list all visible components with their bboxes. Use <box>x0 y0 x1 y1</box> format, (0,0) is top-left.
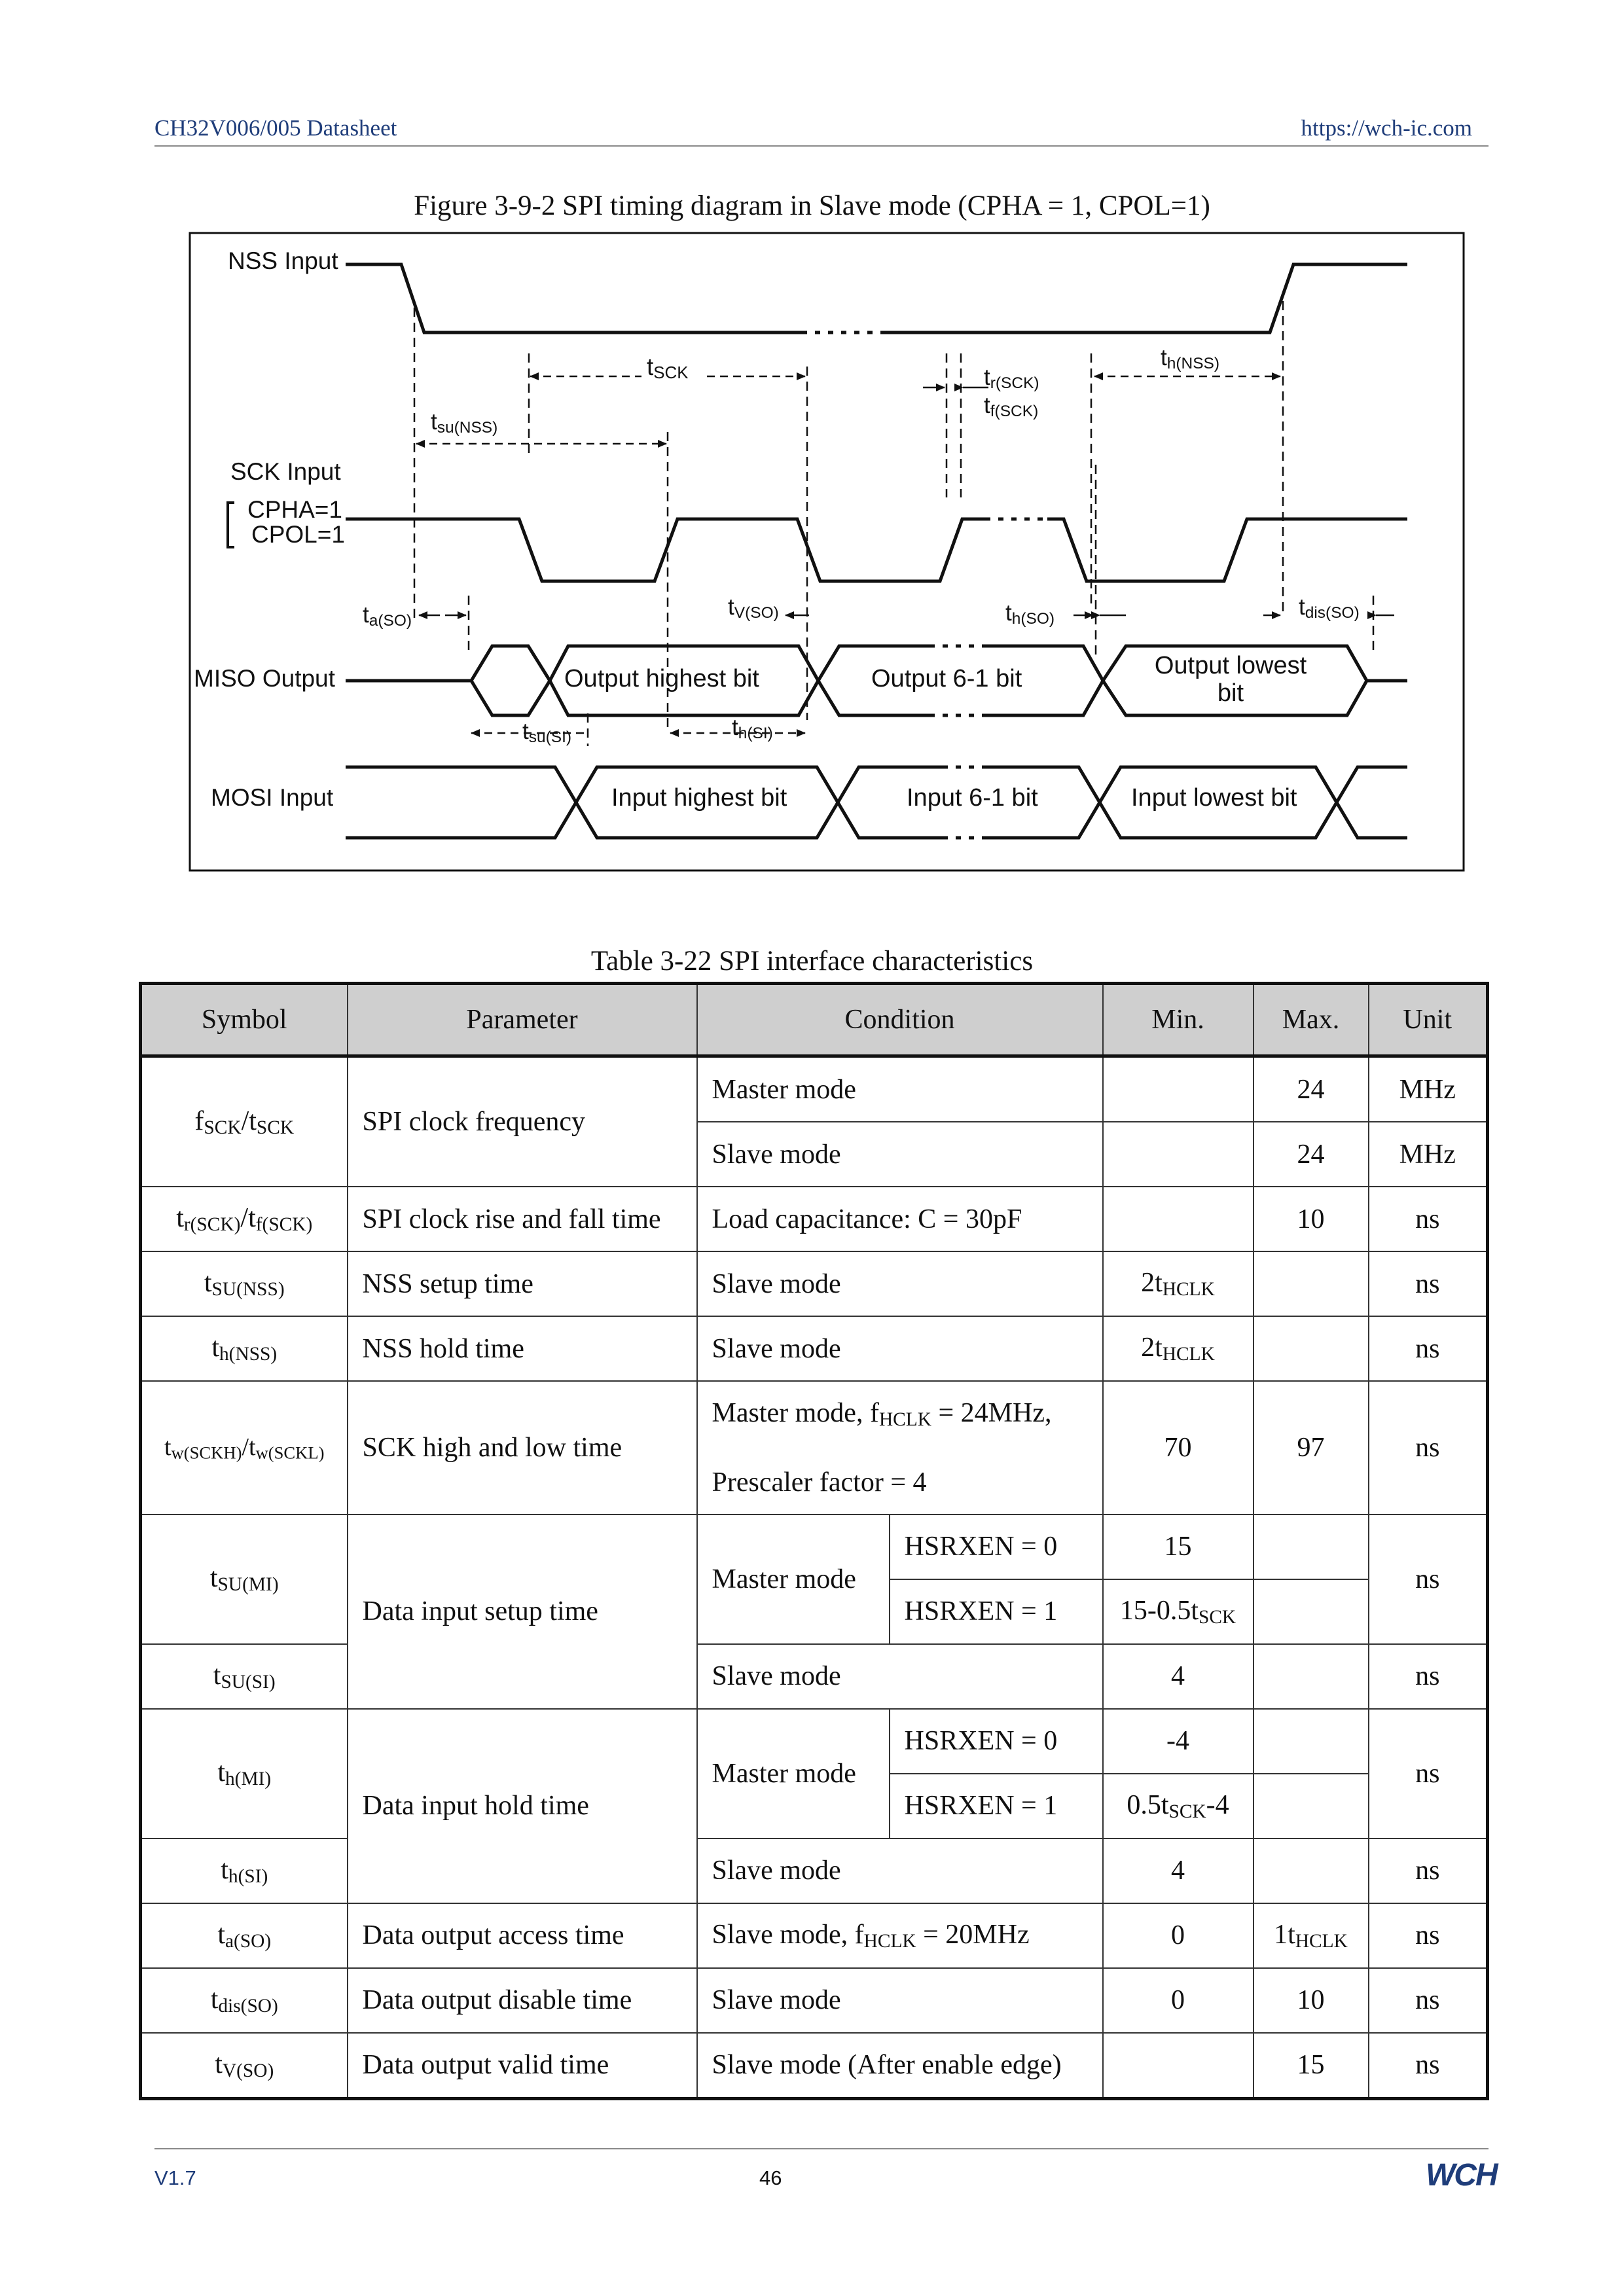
tsu-si-label: $t_{su(SI)}$ <box>522 719 572 746</box>
mosi-highest-bit: Input highest bit <box>611 784 787 812</box>
condition-cell: Slave mode (After enable edge) <box>697 2033 1103 2099</box>
tv-so-label: $t_{V(SO)}$ <box>728 594 779 622</box>
table-row <box>141 1968 1488 2033</box>
mosi-label: MOSI Input <box>211 784 334 811</box>
max-cell: 10 <box>1254 1968 1369 2033</box>
version-label: V1.7 <box>154 2166 196 2189</box>
parameter-cell: Data output valid time <box>348 2033 697 2099</box>
table-row <box>141 1709 1488 1774</box>
cpha-label: CPHA=1 <box>247 496 342 523</box>
max-cell <box>1254 1579 1369 1644</box>
table-row <box>141 1316 1488 1381</box>
min-cell <box>1103 1187 1254 1251</box>
miso-highest-bit: Output highest bit <box>564 665 759 692</box>
mosi-lowest-bit: Input lowest bit <box>1131 784 1297 812</box>
miso-middle-bits: Output 6-1 bit <box>871 665 1022 692</box>
condition-cell: Slave mode <box>697 1839 1103 1903</box>
nss-label: NSS Input <box>228 247 338 274</box>
min-cell <box>1103 2033 1254 2099</box>
wch-logo: WCH <box>1426 2158 1497 2193</box>
condition-cell: Master mode <box>697 1709 890 1839</box>
table-row <box>141 1251 1488 1316</box>
table-row <box>141 1903 1488 1968</box>
condition-cell: Slave mode, $f_{HCLK} = 20MHz$ <box>697 1903 1103 1968</box>
max-cell: 97 <box>1254 1381 1369 1515</box>
tsu-nss-label: $t_{su(NSS)}$ <box>431 409 498 437</box>
max-cell <box>1254 1251 1369 1316</box>
parameter-cell: NSS setup time <box>348 1251 697 1316</box>
parameter-cell: Data input hold time <box>348 1709 697 1903</box>
nss-waveform <box>346 264 802 332</box>
col-min: Min. <box>1103 984 1254 1056</box>
max-cell <box>1254 1774 1369 1839</box>
unit-cell: ns <box>1369 1316 1488 1381</box>
table-row <box>141 2033 1488 2099</box>
min-cell <box>1103 1122 1254 1187</box>
website-link[interactable]: https://wch-ic.com <box>1301 115 1472 141</box>
symbol-cell: $t_{r(SCK)}/t_{f(SCK)}$ <box>141 1187 348 1251</box>
symbol-cell: $t_{h(MI)}$ <box>141 1709 348 1839</box>
sck-waveform <box>346 519 985 581</box>
th-nss-label: $t_{h(NSS)}$ <box>1161 345 1220 372</box>
symbol-cell: $t_{w(SCKH)}/t_{w(SCKL)}$ <box>141 1381 348 1515</box>
max-cell <box>1254 1709 1369 1774</box>
symbol-cell: $t_{V(SO)}$ <box>141 2033 348 2099</box>
sub-condition-cell: HSRXEN = 0 <box>890 1515 1103 1579</box>
figure-caption: Figure 3-9-2 SPI timing diagram in Slave mode (CPHA = 1, CPOL=1) <box>414 190 1210 221</box>
max-cell: 24 <box>1254 1056 1369 1122</box>
symbol-cell: $t_{a(SO)}$ <box>141 1903 348 1968</box>
unit-cell: ns <box>1369 1839 1488 1903</box>
min-cell: 70 <box>1103 1381 1254 1515</box>
min-cell: 15 <box>1103 1515 1254 1579</box>
parameter-cell: SPI clock frequency <box>348 1056 697 1187</box>
max-cell: 15 <box>1254 2033 1369 2099</box>
min-cell: 4 <box>1103 1839 1254 1903</box>
table-caption: Table 3-22 SPI interface characteristics <box>590 946 1034 977</box>
condition-cell: Load capacitance: C = 30pF <box>697 1187 1103 1251</box>
max-cell <box>1254 1316 1369 1381</box>
tf-sck-label: $t_{f(SCK)}$ <box>984 393 1039 420</box>
miso-label: MISO Output <box>194 665 335 692</box>
parameter-cell: SCK high and low time <box>348 1381 697 1515</box>
max-cell: 24 <box>1254 1122 1369 1187</box>
doc-title: CH32V006/005 Datasheet <box>154 115 397 141</box>
condition-cell: Slave mode <box>697 1316 1103 1381</box>
min-cell: 0 <box>1103 1903 1254 1968</box>
parameter-cell: SPI clock rise and fall time <box>348 1187 697 1251</box>
page-number: 46 <box>759 2166 782 2189</box>
max-cell: $1t_{HCLK}$ <box>1254 1903 1369 1968</box>
table-row <box>141 1644 1488 1709</box>
symbol-cell: $t_{dis(SO)}$ <box>141 1968 348 2033</box>
unit-cell: ns <box>1369 1187 1488 1251</box>
min-cell: $2t_{HCLK}$ <box>1103 1251 1254 1316</box>
mosi-waveform <box>346 767 576 838</box>
symbol-cell: $t_{h(NSS)}$ <box>141 1316 348 1381</box>
unit-cell: ns <box>1369 1644 1488 1709</box>
th-si-label: $t_{h(SI)}$ <box>732 715 773 742</box>
condition-cell: Master mode <box>697 1056 1103 1122</box>
sub-condition-cell: HSRXEN = 0 <box>890 1709 1103 1774</box>
symbol-cell: $t_{h(SI)}$ <box>141 1839 348 1903</box>
unit-cell: ns <box>1369 1515 1488 1644</box>
col-unit: Unit <box>1369 984 1488 1056</box>
parameter-cell: Data output disable time <box>348 1968 697 2033</box>
table-row <box>141 1187 1488 1251</box>
th-so-label: $t_{h(SO)}$ <box>1005 600 1055 628</box>
cpol-label: CPOL=1 <box>251 521 345 548</box>
table-header-row <box>141 984 1488 1056</box>
unit-cell: MHz <box>1369 1056 1488 1122</box>
max-cell <box>1254 1839 1369 1903</box>
col-max: Max. <box>1254 984 1369 1056</box>
parameter-cell: NSS hold time <box>348 1316 697 1381</box>
ta-so-label: $t_{a(SO)}$ <box>363 602 412 630</box>
min-cell: $15-0.5t_{SCK}$ <box>1103 1579 1254 1644</box>
unit-cell: MHz <box>1369 1122 1488 1187</box>
tsck-label: $t_{SCK}$ <box>647 353 689 383</box>
max-cell <box>1254 1515 1369 1579</box>
col-condition: Condition <box>697 984 1103 1056</box>
condition-cell: Slave mode <box>697 1968 1103 2033</box>
unit-cell: ns <box>1369 1968 1488 2033</box>
condition-cell: Slave mode <box>697 1251 1103 1316</box>
unit-cell: ns <box>1369 1709 1488 1839</box>
symbol-cell: $t_{SU(MI)}$ <box>141 1515 348 1644</box>
condition-cell: Slave mode <box>697 1122 1103 1187</box>
footer-divider <box>154 2148 1489 2149</box>
min-cell: 4 <box>1103 1644 1254 1709</box>
miso-lowest-bit: Output lowest bit <box>1154 652 1307 707</box>
table-row <box>141 1381 1488 1515</box>
table-row <box>141 1839 1488 1903</box>
symbol-cell: $t_{SU(SI)}$ <box>141 1644 348 1709</box>
condition-cell: Slave mode <box>697 1644 1103 1709</box>
min-cell: $2t_{HCLK}$ <box>1103 1316 1254 1381</box>
min-cell: 0 <box>1103 1968 1254 2033</box>
min-cell <box>1103 1056 1254 1122</box>
condition-cell: Master mode, $f_{HCLK} = 24MHz$, Prescaler factor = 4 <box>697 1381 1103 1515</box>
unit-cell: ns <box>1369 2033 1488 2099</box>
sub-condition-cell: HSRXEN = 1 <box>890 1774 1103 1839</box>
min-cell: -4 <box>1103 1709 1254 1774</box>
min-cell: $0.5t_{SCK}-4$ <box>1103 1774 1254 1839</box>
sck-label: SCK Input <box>230 458 341 485</box>
col-symbol: Symbol <box>141 984 348 1056</box>
symbol-cell: $f_{SCK}/t_{SCK}$ <box>141 1056 348 1187</box>
max-cell <box>1254 1644 1369 1709</box>
table-row <box>141 1056 1488 1122</box>
table-row <box>141 1515 1488 1579</box>
symbol-cell: $t_{SU(NSS)}$ <box>141 1251 348 1316</box>
max-cell: 10 <box>1254 1187 1369 1251</box>
col-parameter: Parameter <box>348 984 697 1056</box>
tr-sck-label: $t_{r(SCK)}$ <box>984 365 1039 392</box>
unit-cell: ns <box>1369 1381 1488 1515</box>
tdis-so-label: $t_{dis(SO)}$ <box>1299 594 1360 622</box>
condition-cell: Master mode <box>697 1515 890 1644</box>
parameter-cell: Data input setup time <box>348 1515 697 1709</box>
unit-cell: ns <box>1369 1251 1488 1316</box>
sub-condition-cell: HSRXEN = 1 <box>890 1579 1103 1644</box>
spi-characteristics-table <box>139 982 1489 2100</box>
parameter-cell: Data output access time <box>348 1903 697 1968</box>
mosi-middle-bits: Input 6-1 bit <box>907 784 1038 812</box>
unit-cell: ns <box>1369 1903 1488 1968</box>
